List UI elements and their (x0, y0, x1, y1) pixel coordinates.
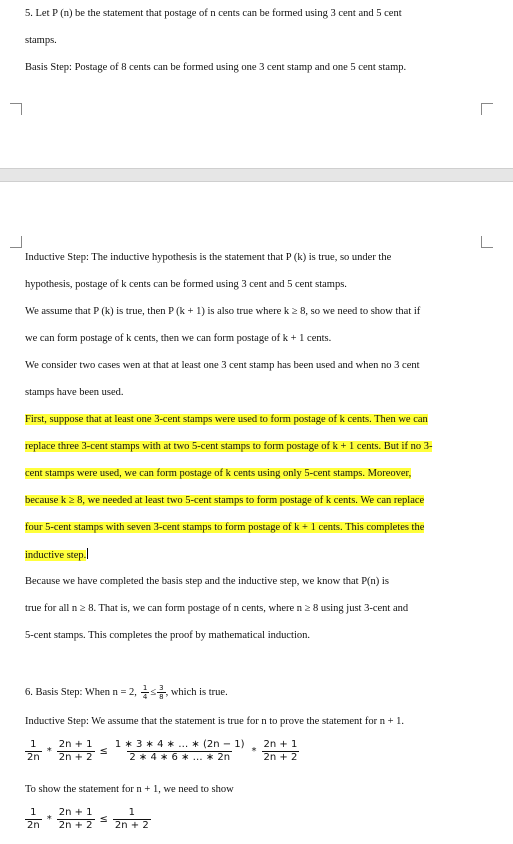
basis-suffix: , which is true. (165, 686, 228, 698)
highlighted-line: replace three 3-cent stamps with at two 5-cent stamps to form postage of k + 1 cents. But if no 3- (25, 441, 433, 452)
text-line: To show the statement for n + 1, we need to show (25, 784, 234, 795)
document-page-2[interactable] (0, 182, 513, 844)
text-line: stamps have been used. (25, 387, 124, 398)
fraction: $\frac{2n + 1}{2n + 2}$ (263, 739, 298, 763)
margin-corner-marker (10, 103, 22, 115)
highlighted-line: inductive step. (25, 550, 87, 561)
text-line: We assume that P (k) is true, then P (k + 1) is also true where k ≥ 8, so we need to show that if (25, 306, 421, 317)
equation-2 (25, 807, 151, 832)
times-symbol: * (251, 746, 257, 757)
fraction: $\frac{2n + 1}{2n + 2}$ (58, 807, 93, 831)
highlighted-line: First, suppose that at least one 3-cent stamps were used to form postage of k cents. Then we can (25, 414, 428, 425)
text-line: stamps. (25, 35, 57, 46)
margin-corner-marker (481, 103, 493, 115)
text-line: Inductive Step: We assume that the statement is true for n to prove the statement for n + 1. (25, 716, 404, 727)
fraction: $\frac{1}{2n}$ (27, 807, 40, 831)
page-separator (0, 168, 513, 182)
equation-1 (25, 739, 299, 764)
q6-basis-line (25, 684, 228, 701)
text-line: 5-cent stamps. This completes the proof by mathematical induction. (25, 630, 310, 641)
fraction: $\frac{1}{2n}$ (27, 739, 40, 763)
highlighted-line: cent stamps were used, we can form postage of k cents using only 5-cent stamps. Moreover, (25, 468, 412, 479)
fraction: $\frac{2n + 1}{2n + 2}$ (58, 739, 93, 763)
text-line: hypothesis, postage of k cents can be formed using 3 cent and 5 cent stamps. (25, 279, 347, 290)
text-line: 5. Let P (n) be the statement that postage of n cents can be formed using 3 cent and 5 cent (25, 8, 402, 19)
leq-symbol: ≤ (150, 686, 157, 698)
highlighted-line: because k ≥ 8, we needed at least two 5-cent stamps to form postage of k cents. We can replace (25, 495, 425, 506)
document-page-1 (0, 0, 513, 168)
text-cursor (87, 548, 88, 559)
fraction: $\frac{3}{8}$ (159, 684, 164, 701)
text-line: We consider two cases wen at that at least one 3 cent stamp has been used and when no 3 cent (25, 360, 420, 371)
fraction: $\frac{1}{2n + 2}$ (114, 807, 149, 831)
margin-corner-marker (481, 236, 493, 248)
margin-corner-marker (10, 236, 22, 248)
text-line: true for all n ≥ 8. That is, we can form postage of n cents, where n ≥ 8 using just 3-cent and (25, 603, 409, 614)
text-line: Basis Step: Postage of 8 cents can be formed using one 3 cent stamp and one 5 cent stamp. (25, 62, 407, 73)
leq-symbol: ≤ (99, 814, 108, 825)
times-symbol: * (46, 814, 52, 825)
fraction: $\frac{1 ∗ 3 ∗ 4 ∗ \dots ∗ (2n - 1)}{2 ∗ 4 ∗ 6 ∗ \dots ∗ 2n}$ (114, 739, 245, 763)
leq-symbol: ≤ (99, 746, 108, 757)
fraction: $\frac{1}{4}$ (142, 684, 148, 701)
text-line: we can form postage of k cents, then we can form postage of k + 1 cents. (25, 333, 332, 344)
text-line: Because we have completed the basis step and the inductive step, we know that P(n) is (25, 576, 389, 587)
times-symbol: * (46, 746, 52, 757)
highlighted-line: four 5-cent stamps with seven 3-cent stamps to form postage of k + 1 cents. This completes the (25, 522, 425, 533)
text-line: Inductive Step: The inductive hypothesis is the statement that P (k) is true, so under the (25, 252, 392, 263)
basis-text: 6. Basis Step: When n = 2, (25, 686, 137, 698)
